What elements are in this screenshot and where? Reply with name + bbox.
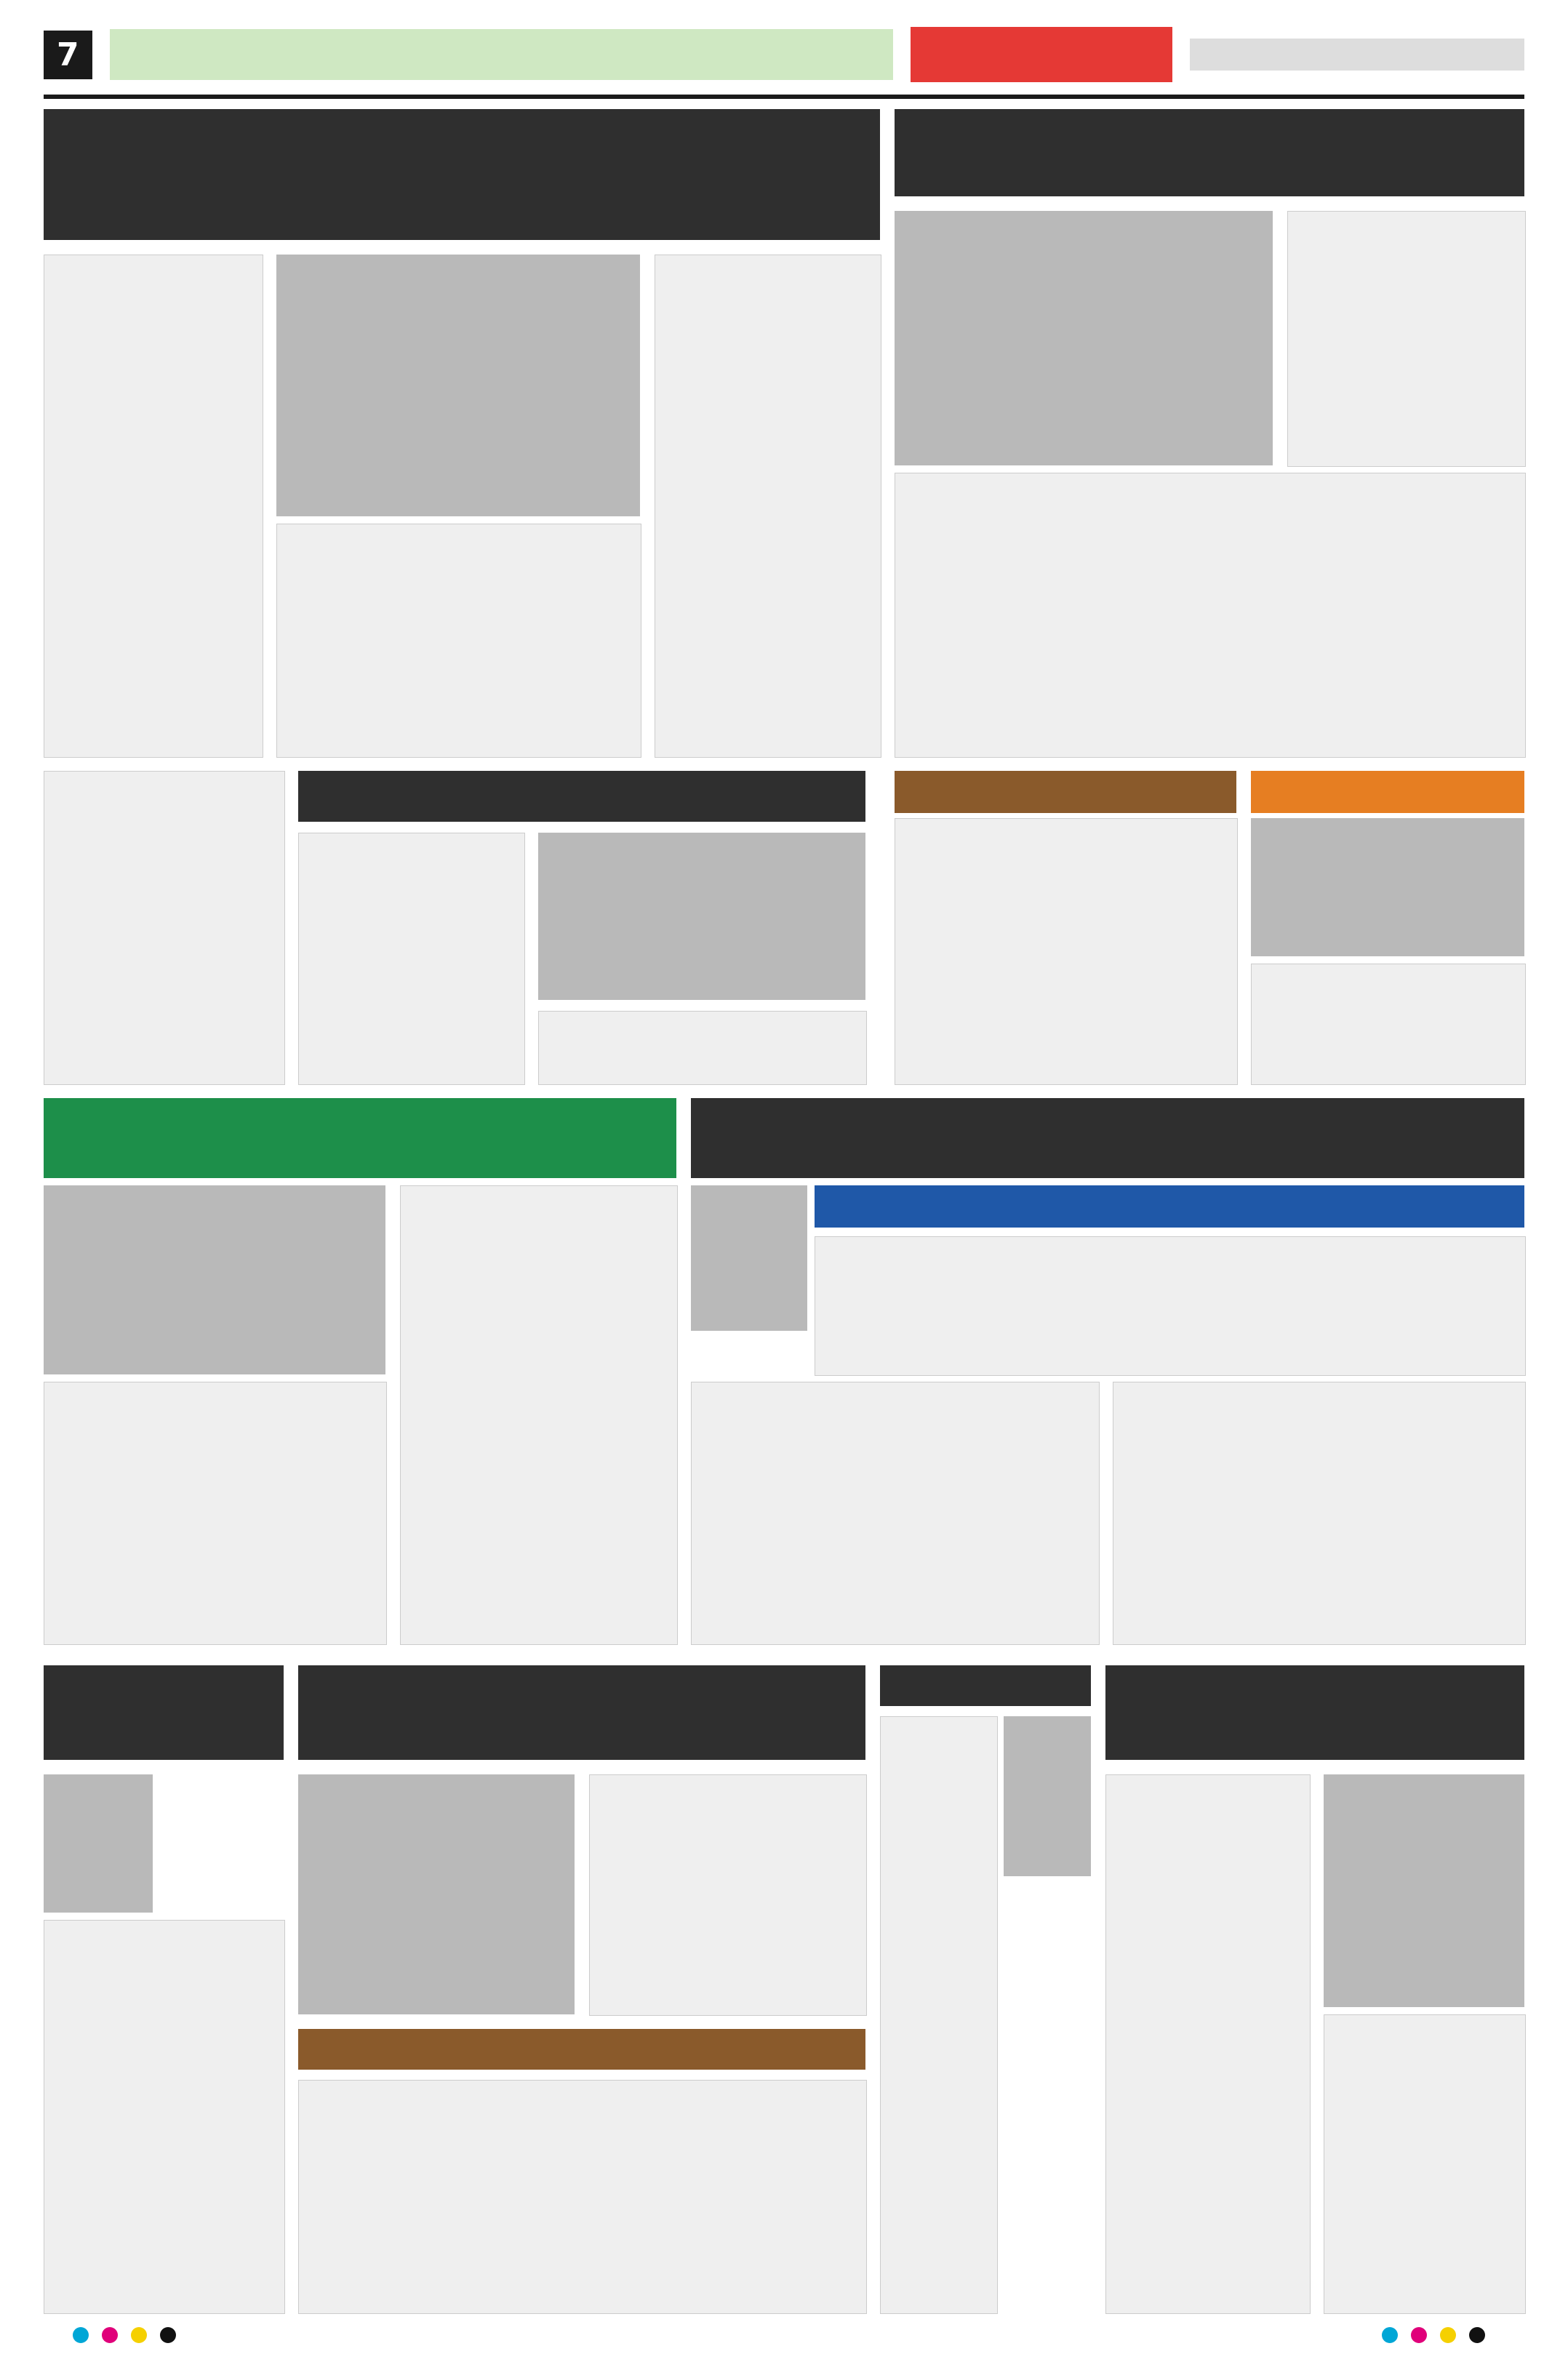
mid-center-headline [298, 771, 865, 822]
bottom-center-text [589, 1774, 867, 2016]
interview-text-right [1113, 1382, 1526, 1645]
section-title-bar [110, 29, 893, 80]
cyan-dot [73, 2327, 89, 2343]
main-headline-block [44, 109, 880, 240]
main-story-column-1 [44, 255, 263, 758]
page-number: 7 [44, 31, 92, 79]
date-line [1190, 39, 1524, 71]
bottom-center-photo [298, 1774, 575, 2014]
mid-right-banner [895, 771, 1236, 813]
bottom-right-text [1105, 1774, 1311, 2314]
bottom-right-text-2 [1324, 2014, 1526, 2314]
bottom-left-headline [44, 1665, 284, 1760]
interview-text-top [815, 1236, 1526, 1376]
festival-photo [44, 1185, 385, 1374]
festival-banner [44, 1098, 676, 1178]
mid-right-article [895, 818, 1238, 1085]
bottom-mid-headline [880, 1665, 1091, 1706]
right-story-photo [895, 211, 1273, 465]
interview-portrait [691, 1185, 807, 1331]
mid-center-text-left [298, 833, 525, 1085]
yellow-dot [1440, 2327, 1456, 2343]
festival-text-right [400, 1185, 678, 1645]
interview-subhead [815, 1185, 1524, 1228]
bottom-right-photo [1324, 1774, 1524, 2007]
bottom-center-headline [298, 1665, 865, 1760]
bottom-mid-photo [1004, 1716, 1091, 1876]
bottom-left-text [44, 1920, 285, 2314]
mid-left-article [44, 771, 285, 1085]
main-story-column-2 [276, 524, 641, 758]
interview-text-left [691, 1382, 1100, 1645]
yellow-dot [131, 2327, 147, 2343]
newspaper-logo [911, 27, 1172, 82]
bottom-left-portrait [44, 1774, 153, 1913]
mid-far-right-photo [1251, 818, 1524, 956]
page-header [44, 15, 1524, 99]
main-story-column-3 [655, 255, 881, 758]
interview-headline [691, 1098, 1524, 1178]
magenta-dot [102, 2327, 118, 2343]
black-dot [160, 2327, 176, 2343]
mid-far-right-banner [1251, 771, 1524, 813]
mid-center-text-right [538, 1011, 867, 1085]
right-story-text [895, 473, 1526, 758]
mid-far-right-text [1251, 964, 1526, 1085]
festival-text-left [44, 1382, 387, 1645]
mid-center-photo [538, 833, 865, 1000]
traffic-banner [298, 2029, 865, 2070]
color-registration-dots-left [73, 2327, 189, 2345]
right-story-side-text [1287, 211, 1526, 467]
right-headline-block [895, 109, 1524, 196]
traffic-text [298, 2080, 867, 2314]
bottom-right-headline [1105, 1665, 1524, 1760]
color-registration-dots-right [1382, 2327, 1498, 2345]
black-dot [1469, 2327, 1485, 2343]
bottom-mid-text [880, 1716, 998, 2314]
cyan-dot [1382, 2327, 1398, 2343]
main-story-photo [276, 255, 640, 516]
magenta-dot [1411, 2327, 1427, 2343]
